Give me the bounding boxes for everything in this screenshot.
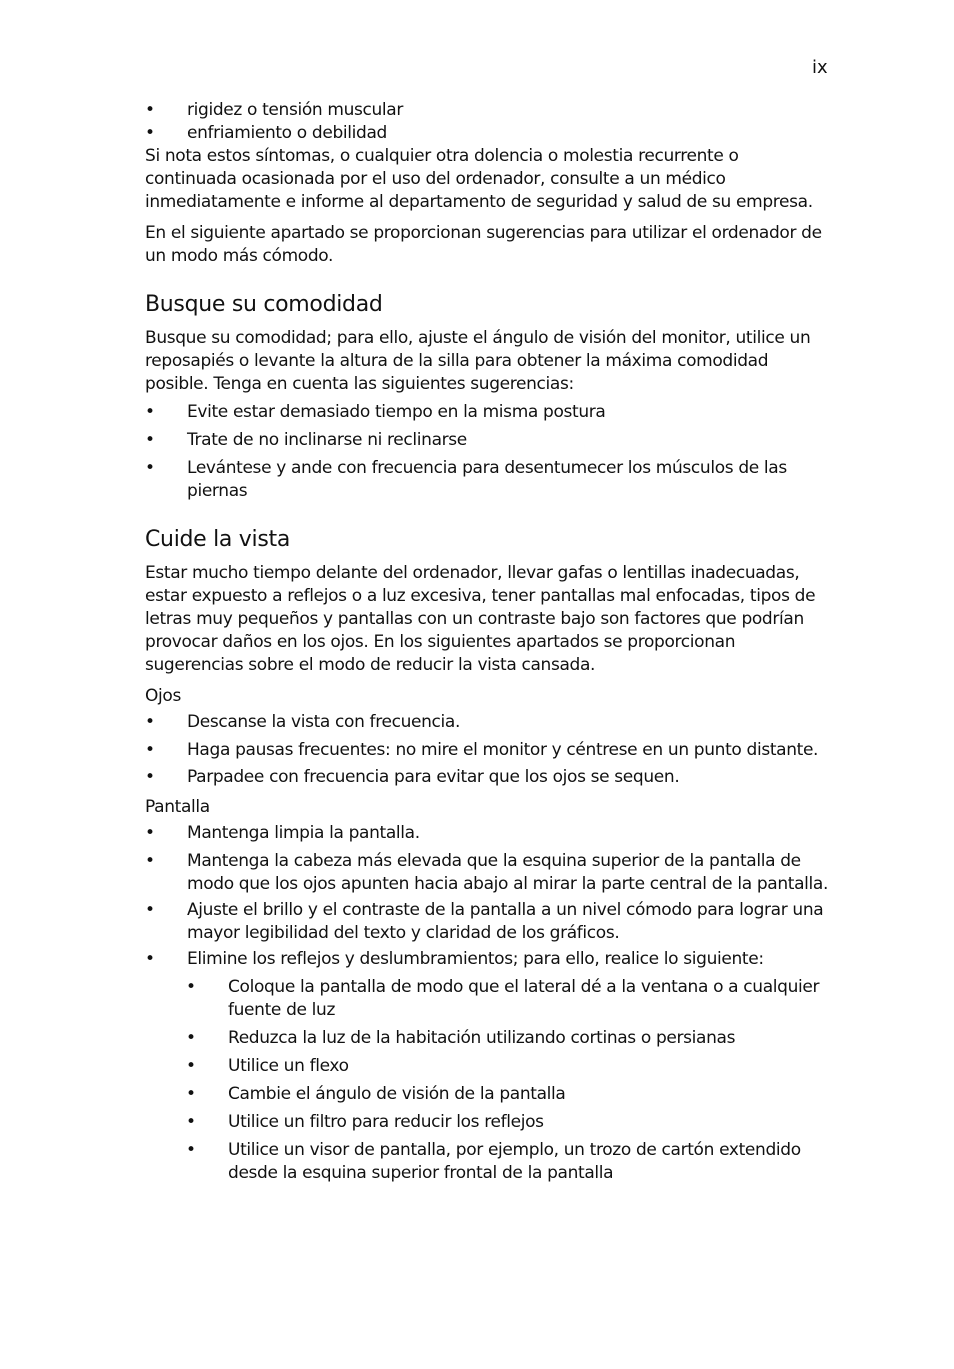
page-number: ix	[812, 57, 828, 78]
list-item: • Ajuste el brillo y el contraste de la pantalla a un nivel cómodo para lograr una mayor legibilidad del texto y claridad de los gráficos.	[145, 899, 830, 945]
list-item: • Trate de no inclinarse ni reclinarse	[145, 429, 830, 452]
list-item: • enfriamiento o debilidad	[145, 122, 830, 145]
comfort-paragraph: Busque su comodidad; para ello, ajuste el ángulo de visión del monitor, utilice un reposapiés o levante la altura de la silla para obtener la máxima comodidad posible. Tenga en cuenta las siguientes sugerencias:	[145, 328, 811, 394]
list-item: • Cambie el ángulo de visión de la pantalla	[186, 1083, 830, 1106]
section-heading-vision: Cuide la vista	[145, 527, 290, 552]
list-item: • Reduzca la luz de la habitación utilizando cortinas o persianas	[186, 1027, 830, 1050]
list-item: • Haga pausas frecuentes: no mire el monitor y céntrese en un punto distante.	[145, 739, 830, 762]
list-item: • Utilice un visor de pantalla, por ejemplo, un trozo de cartón extendido desde la esquina superior frontal de la pantalla	[186, 1139, 830, 1185]
section-heading-comfort: Busque su comodidad	[145, 292, 383, 317]
list-item: • Mantenga limpia la pantalla.	[145, 822, 830, 845]
page-content	[145, 99, 830, 1190]
list-item: • Descanse la vista con frecuencia.	[145, 711, 830, 734]
screen-label: Pantalla	[145, 797, 210, 817]
list-item: • Parpadee con frecuencia para evitar que los ojos se sequen.	[145, 766, 830, 789]
list-item: • Levántese y ande con frecuencia para desentumecer los músculos de las piernas	[145, 457, 830, 503]
vision-paragraph: Estar mucho tiempo delante del ordenador, llevar gafas o lentillas inadecuadas, estar expuesto a reflejos o a luz excesiva, tener pantallas mal enfocadas, tipos de letras muy pequeños y pantallas con un contraste bajo son factores que podrían provocar daños en los ojos. En los siguientes apartados se proporcionan sugerencias sobre el modo de reducir la vista cansada.	[145, 563, 816, 675]
comfort-bullet-list	[145, 401, 830, 503]
list-item: • Coloque la pantalla de modo que el lateral dé a la ventana o a cualquier fuente de luz	[186, 976, 830, 1022]
eyes-bullet-list	[145, 711, 830, 789]
intro-bullet-list	[145, 99, 830, 145]
list-item: • Elimine los reflejos y deslumbramientos; para ello, realice lo siguiente:	[145, 948, 830, 971]
list-item: • Utilice un filtro para reducir los reflejos	[186, 1111, 830, 1134]
list-item: • Evite estar demasiado tiempo en la misma postura	[145, 401, 830, 424]
intro-paragraph: En el siguiente apartado se proporcionan sugerencias para utilizar el ordenador de un modo más cómodo.	[145, 223, 822, 266]
eyes-label: Ojos	[145, 686, 181, 706]
glare-bullet-list	[186, 976, 830, 1185]
list-item: • rigidez o tensión muscular	[145, 99, 830, 122]
list-item: • Mantenga la cabeza más elevada que la esquina superior de la pantalla de modo que los ojos apunten hacia abajo al mirar la parte central de la pantalla.	[145, 850, 830, 896]
list-item: • Utilice un flexo	[186, 1055, 830, 1078]
screen-bullet-list	[145, 822, 830, 971]
intro-paragraph: Si nota estos síntomas, o cualquier otra dolencia o molestia recurrente o continuada ocasionada por el uso del ordenador, consulte a un médico inmediatamente e informe al departamento de seguridad y salud de su empresa.	[145, 146, 813, 212]
